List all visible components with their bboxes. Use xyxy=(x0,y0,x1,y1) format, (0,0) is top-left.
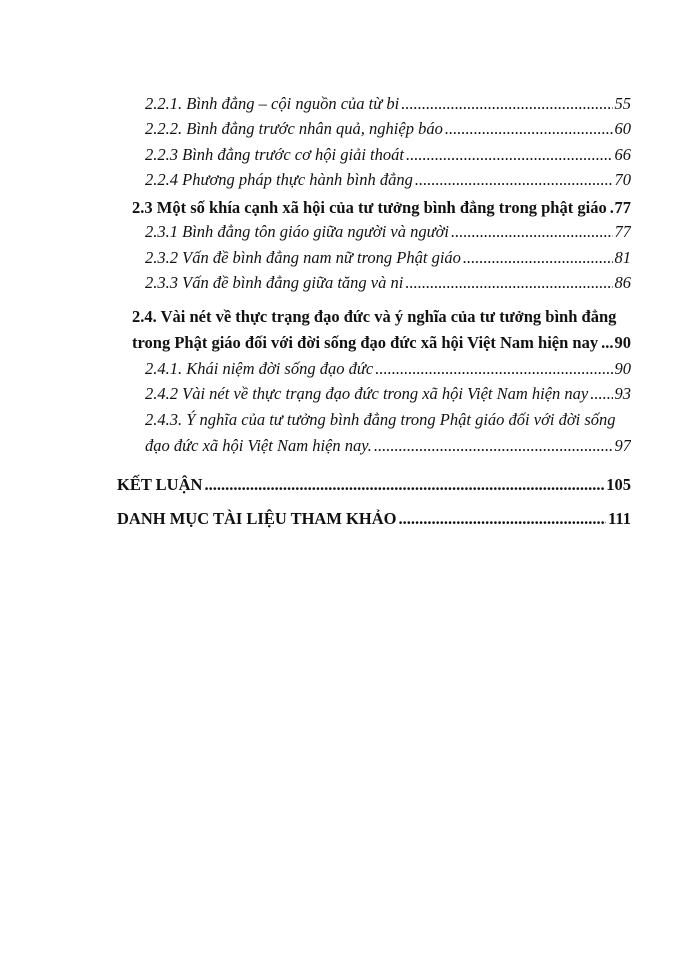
toc-entry-page: 70 xyxy=(614,170,631,189)
toc-entry-label: 2.3.1 Bình đẳng tôn giáo giữa người và người xyxy=(145,222,450,241)
toc-entry-label: 2.4. Vài nét về thực trạng đạo đức và ý nghĩa của tư tưởng bình đẳng xyxy=(132,307,617,326)
toc-entry-label: 2.2.2. Bình đẳng trước nhân quả, nghiệp báo xyxy=(145,119,443,138)
toc-entry-page: 77 xyxy=(614,222,631,241)
toc-entry-label: KẾT LUẬN xyxy=(117,475,203,494)
dot-leader xyxy=(374,434,613,458)
toc-entry-danh-muc[interactable] xyxy=(117,507,631,531)
toc-entry-page: 66 xyxy=(614,145,631,164)
dot-leader xyxy=(405,271,612,295)
toc-entry-label: DANH MỤC TÀI LIỆU THAM KHẢO xyxy=(117,509,397,528)
dot-leader xyxy=(398,507,606,531)
toc-entry-page: 81 xyxy=(614,248,631,267)
toc-entry-2-4-3[interactable] xyxy=(145,434,631,458)
dot-leader xyxy=(601,331,612,355)
toc-entry-2-2-4[interactable] xyxy=(145,168,631,192)
toc-entry-page: 77 xyxy=(614,198,631,217)
toc-entry-page: 86 xyxy=(614,273,631,292)
toc-entry-label: 2.4.2 Vài nét về thực trạng đạo đức trong xã hội Việt Nam hiện nay xyxy=(145,384,589,403)
toc-entry-ket-luan[interactable] xyxy=(117,473,631,497)
dot-leader xyxy=(406,143,613,167)
dot-leader xyxy=(375,357,612,381)
toc-entry-2-4-line1[interactable] xyxy=(132,305,616,329)
dot-leader xyxy=(451,220,612,244)
toc-entry-label: trong Phật giáo đối với đời sống đạo đức xã hội Việt Nam hiện nay xyxy=(132,333,599,352)
toc-entry-page: 105 xyxy=(606,475,631,494)
toc-entry-2-3-3[interactable] xyxy=(145,271,631,295)
dot-leader xyxy=(590,382,612,406)
toc-entry-page: 93 xyxy=(614,384,631,403)
dot-leader xyxy=(610,196,613,220)
toc-entry-label: 2.2.1. Bình đẳng – cội nguồn của từ bi xyxy=(145,94,400,113)
toc-entry-label: 2.3.2 Vấn đề bình đẳng nam nữ trong Phật giáo xyxy=(145,248,461,267)
toc-entry-page: 90 xyxy=(614,359,631,378)
dot-leader xyxy=(415,168,613,192)
toc-entry-label: 2.3 Một số khía cạnh xã hội của tư tưởng bình đẳng trong phật giáo xyxy=(132,198,607,217)
toc-entry-page: 55 xyxy=(614,94,631,113)
dot-leader xyxy=(204,473,604,497)
dot-leader xyxy=(401,92,612,116)
toc-entry-2-4-3-line1[interactable] xyxy=(145,408,616,432)
toc-entry-page: 111 xyxy=(608,509,631,528)
toc-entry-page: 97 xyxy=(614,436,631,455)
toc-entry-label: 2.2.3 Bình đẳng trước cơ hội giải thoát xyxy=(145,145,404,164)
toc-entry-page: 90 xyxy=(614,333,631,352)
toc-entry-label: 2.4.3. Ý nghĩa của tư tưởng bình đẳng trong Phật giáo đối với đời sống xyxy=(145,410,616,429)
toc-entry-2-4[interactable] xyxy=(132,331,631,355)
toc-entry-label: 2.2.4 Phương pháp thực hành bình đẳng xyxy=(145,170,413,189)
toc-entry-2-2-2[interactable] xyxy=(145,117,631,141)
toc-entry-2-2-1[interactable] xyxy=(145,92,631,116)
toc-entry-2-3-1[interactable] xyxy=(145,220,631,244)
toc-entry-2-4-1[interactable] xyxy=(145,357,631,381)
toc-entry-2-3-2[interactable] xyxy=(145,246,631,270)
toc-entry-label: 2.4.1. Khái niệm đời sống đạo đức xyxy=(145,359,374,378)
toc-entry-2-3[interactable] xyxy=(132,196,631,220)
toc-entry-label: 2.3.3 Vấn đề bình đẳng giữa tăng và ni xyxy=(145,273,404,292)
dot-leader xyxy=(463,246,613,270)
toc-entry-label: đạo đức xã hội Việt Nam hiện nay. xyxy=(145,436,372,455)
toc-entry-2-2-3[interactable] xyxy=(145,143,631,167)
toc-entry-page: 60 xyxy=(614,119,631,138)
toc-entry-2-4-2[interactable] xyxy=(145,382,631,406)
dot-leader xyxy=(445,117,613,141)
